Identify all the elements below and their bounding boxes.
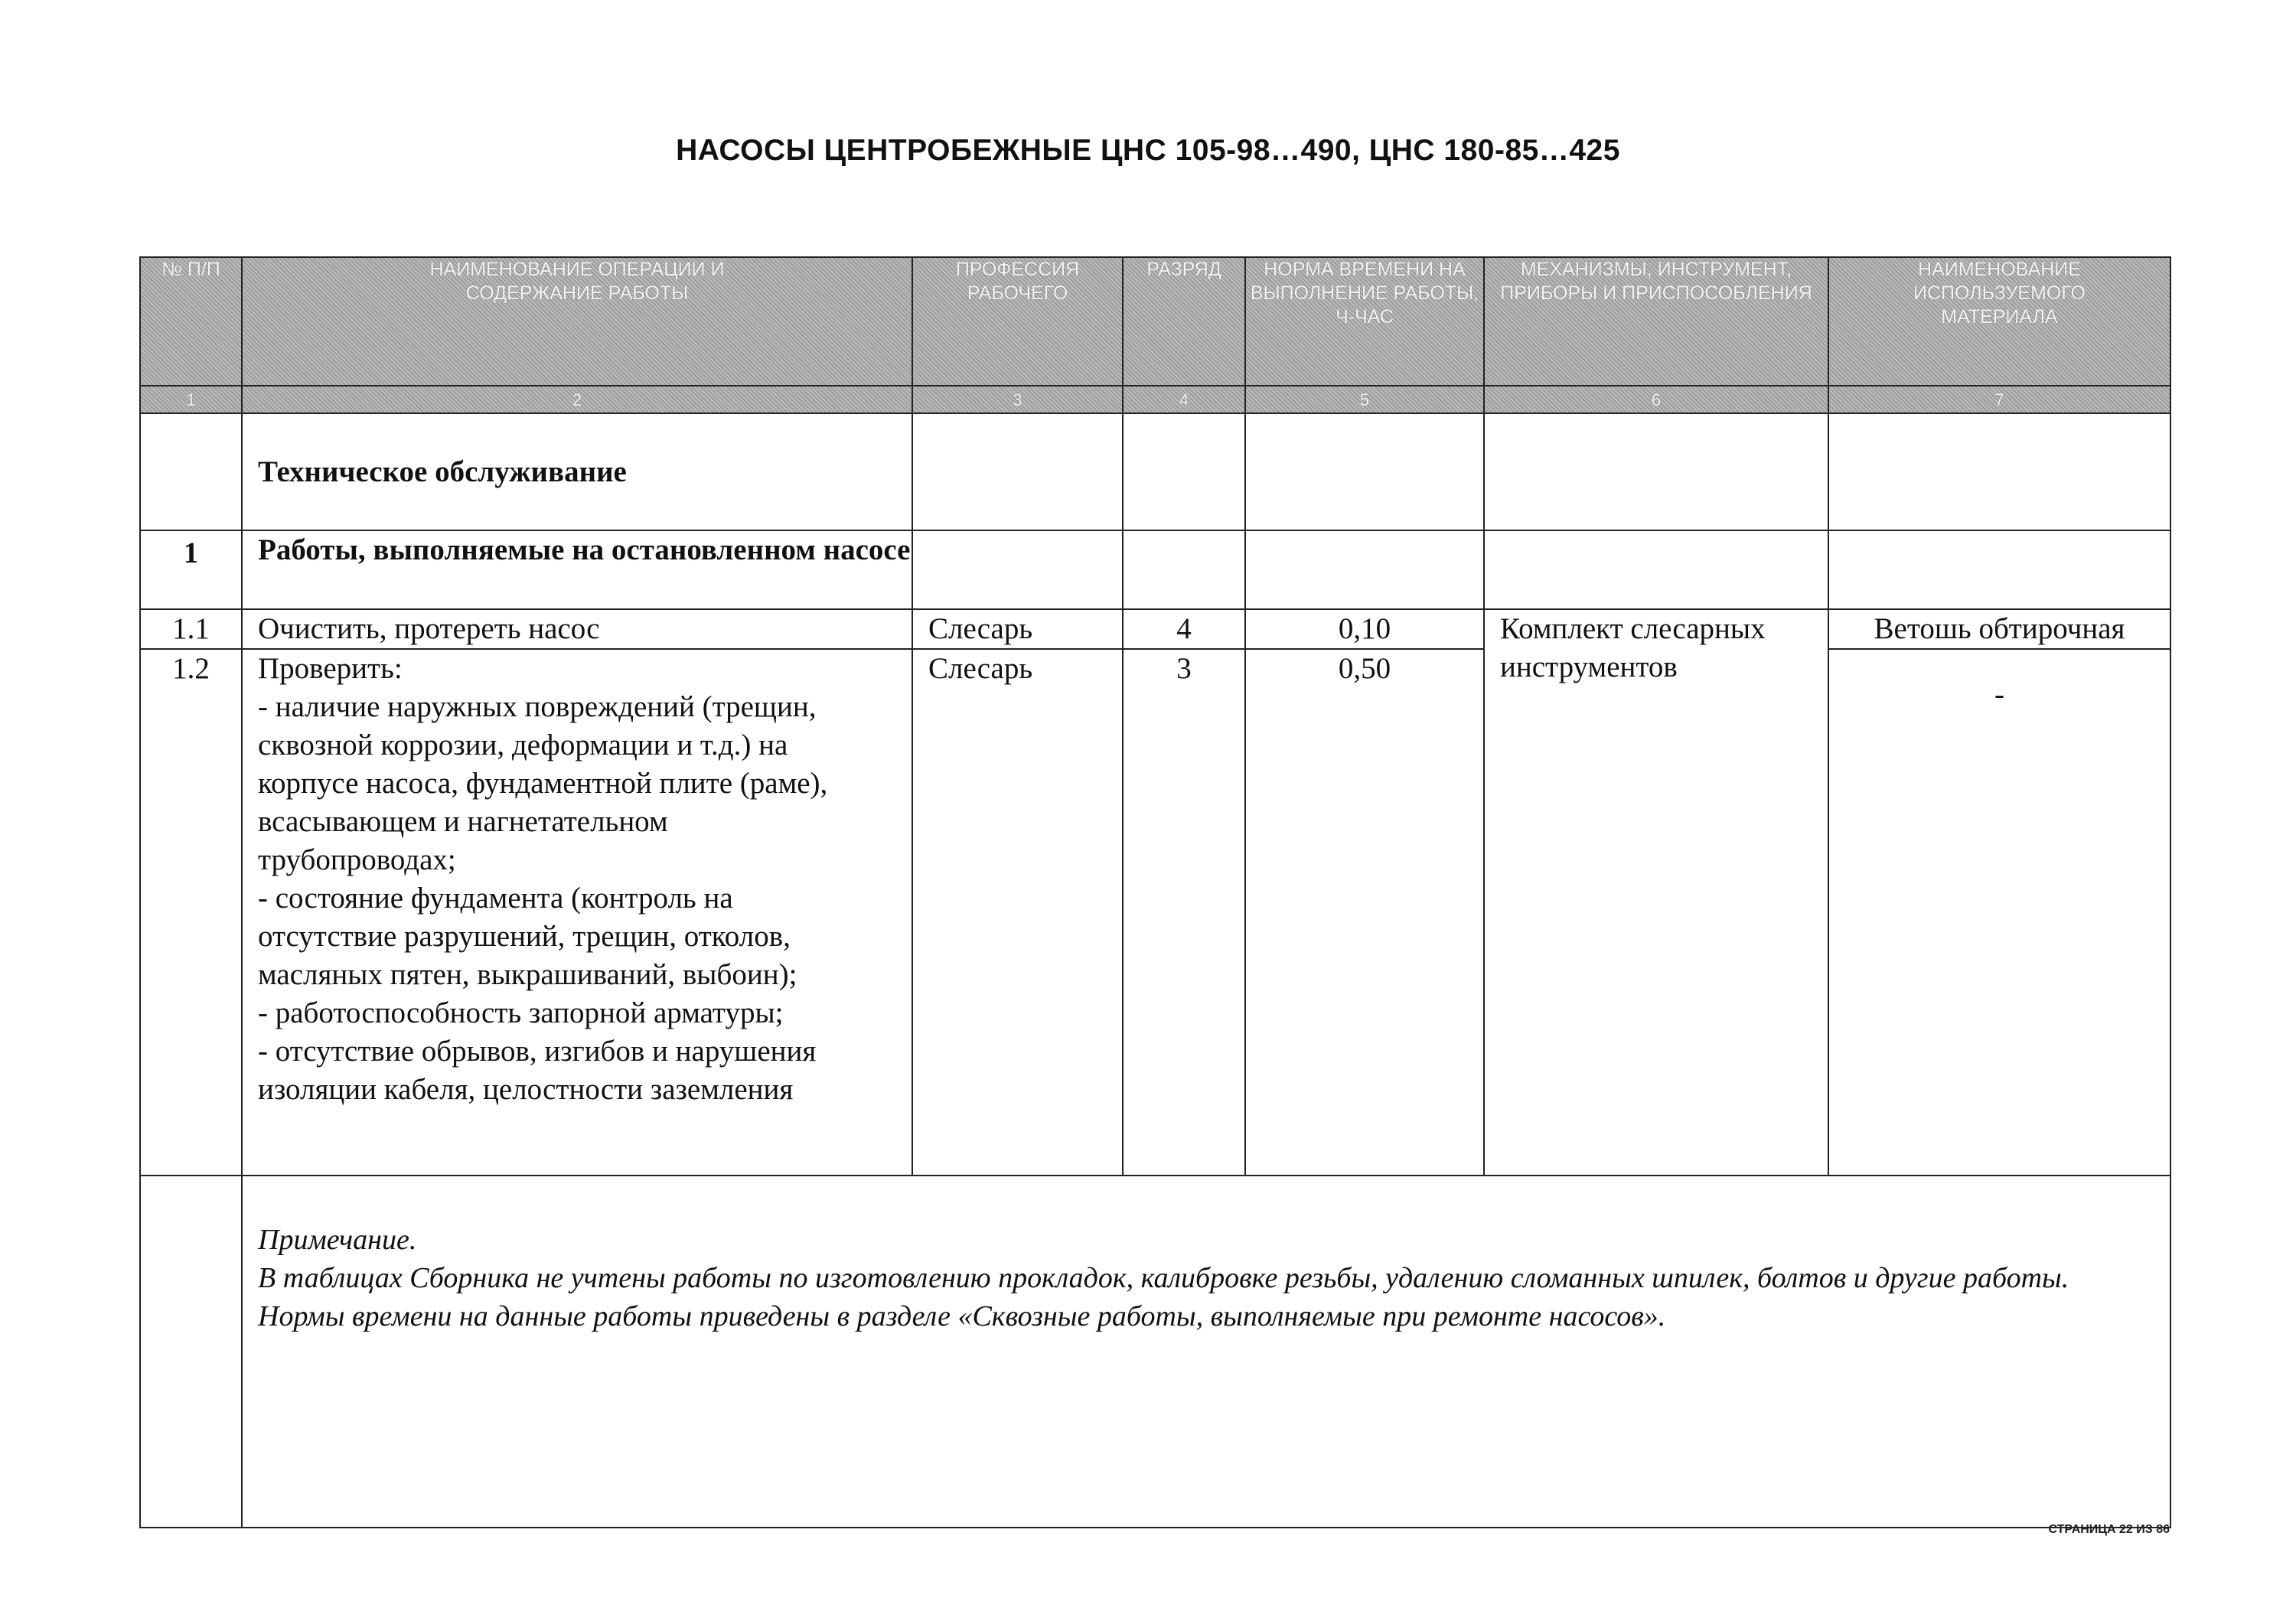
header-row (140, 257, 2170, 386)
operation-line: корпусе насоса, фундаментной плите (раме), (258, 767, 828, 800)
header-profession: ПРОФЕССИЯ РАБОЧЕГО (912, 257, 1123, 386)
group-num: 1 (140, 530, 242, 609)
row-num: 1.1 (140, 609, 242, 649)
operation-line: - наличие наружных повреждений (трещин, (258, 690, 817, 723)
row-operation (242, 649, 912, 1176)
col-num-2: 2 (242, 386, 912, 413)
row-profession: Слесарь (912, 649, 1123, 1176)
row-operation: Очистить, протереть насос (242, 609, 912, 649)
row-material: - (1828, 649, 2170, 1176)
operation-line: - состояние фундамента (контроль на (258, 882, 733, 915)
header-time-norm: НОРМА ВРЕМЕНИ НА ВЫПОЛНЕНИЕ РАБОТЫ, Ч-ЧАС (1245, 257, 1484, 386)
table-row (140, 649, 2170, 1176)
operation-line: - отсутствие обрывов, изгибов и нарушения (258, 1035, 817, 1068)
note-row (140, 1176, 2170, 1528)
note-text: В таблицах Сборника не учтены работы по изготовлению прокладок, калибровке резьбы, удалению сломанных шпилек, болтов и другие работы. Нормы времени на данные работы приведены в разделе «Сквозные работы, выполняемые при ремонте насосов». (258, 1262, 2069, 1332)
document-title: НАСОСЫ ЦЕНТРОБЕЖНЫЕ ЦНС 105-98…490, ЦНС 180-85…425 (676, 134, 1620, 167)
section-row (140, 413, 2170, 530)
row-material: Ветошь обтирочная (1828, 609, 2170, 649)
group-row (140, 530, 2170, 609)
col-num-1: 1 (140, 386, 242, 413)
header-num: № П/П (140, 257, 242, 386)
row-profession: Слесарь (912, 609, 1123, 649)
header-tools: МЕХАНИЗМЫ, ИНСТРУМЕНТ, ПРИБОРЫ И ПРИСПОСОБЛЕНИЯ (1484, 257, 1828, 386)
operation-line: трубопроводах; (258, 843, 456, 876)
row-norm: 0,50 (1245, 649, 1484, 1176)
col-num-3: 3 (912, 386, 1123, 413)
operation-line: всасывающем и нагнетательном (258, 805, 668, 838)
operation-line: масляных пятен, выкрашиваний, выбоин); (258, 958, 797, 991)
work-norms-table (139, 256, 2171, 1528)
operation-line: изоляции кабеля, целостности заземления (258, 1073, 794, 1106)
header-operation: НАИМЕНОВАНИЕ ОПЕРАЦИИ И СОДЕРЖАНИЕ РАБОТЫ (242, 257, 912, 386)
page-number: СТРАНИЦА 22 ИЗ 86 (2048, 1523, 2170, 1536)
header-material: НАИМЕНОВАНИЕ ИСПОЛЬЗУЕМОГО МАТЕРИАЛА (1828, 257, 2170, 386)
operation-line: отсутствие разрушений, трещин, отколов, (258, 920, 791, 953)
row-grade: 3 (1123, 649, 1245, 1176)
section-title: Техническое обслуживание (242, 413, 912, 530)
col-num-5: 5 (1245, 386, 1484, 413)
header-number-row (140, 386, 2170, 413)
row-tools: Комплект слесарных инструментов (1484, 609, 1828, 1176)
header-grade: РАЗРЯД (1123, 257, 1245, 386)
operation-line: - работоспособность запорной арматуры; (258, 996, 784, 1029)
table-row (140, 609, 2170, 649)
group-title: Работы, выполняемые на остановленном насосе (242, 530, 912, 609)
row-num: 1.2 (140, 649, 242, 1176)
row-norm: 0,10 (1245, 609, 1484, 649)
col-num-4: 4 (1123, 386, 1245, 413)
row-grade: 4 (1123, 609, 1245, 649)
operation-line: Проверить: (258, 652, 403, 685)
operation-line: сквозной коррозии, деформации и т.д.) на (258, 729, 788, 761)
col-num-7: 7 (1828, 386, 2170, 413)
note-label: Примечание. (258, 1224, 417, 1256)
col-num-6: 6 (1484, 386, 1828, 413)
note-cell (242, 1176, 2170, 1528)
